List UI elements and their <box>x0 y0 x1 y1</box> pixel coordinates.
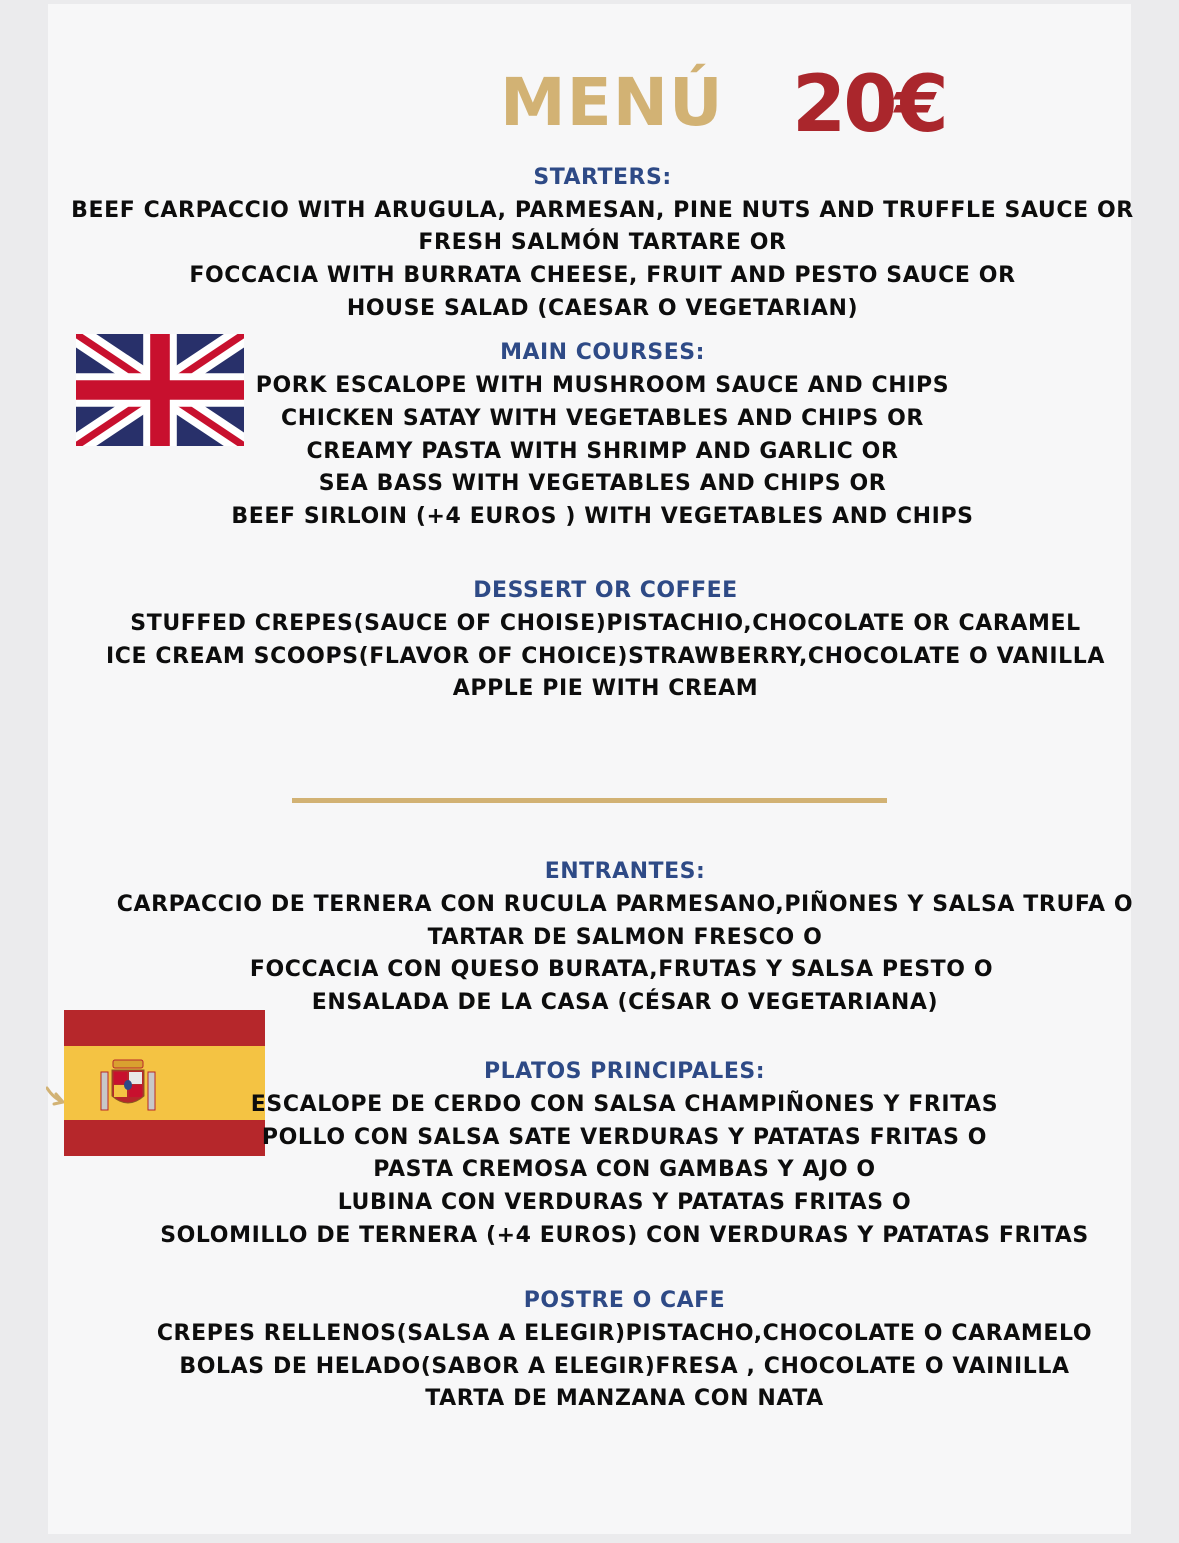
menu-title: MENÚ <box>500 64 724 141</box>
menu-price: 20€ <box>792 60 946 150</box>
postre-item: TARTA DE MANZANA CON NATA <box>425 1386 824 1411</box>
section-divider <box>292 798 887 803</box>
plato-item: PASTA CREMOSA CON GAMBAS Y AJO O <box>373 1157 876 1182</box>
starter-item: HOUSE SALAD (CAESAR O VEGETARIAN) <box>346 296 859 321</box>
starter-item: FRESH SALMÓN TARTARE OR <box>418 230 787 255</box>
entrante-item: CARPACCIO DE TERNERA CON RUCULA PARMESANO,PIÑONES Y SALSA TRUFA O <box>116 892 1134 917</box>
platos-principales-heading: PLATOS PRINCIPALES: <box>484 1059 765 1084</box>
main-course-item: CREAMY PASTA WITH SHRIMP AND GARLIC OR <box>306 439 899 464</box>
starter-item: BEEF CARPACCIO WITH ARUGULA, PARMESAN, PINE NUTS AND TRUFFLE SAUCE OR <box>71 198 1134 223</box>
plato-item: LUBINA CON VERDURAS Y PATATAS FRITAS O <box>337 1190 912 1215</box>
entrantes-heading: ENTRANTES: <box>544 859 706 884</box>
main-course-item: CHICKEN SATAY WITH VEGETABLES AND CHIPS OR <box>281 406 924 431</box>
plato-item: POLLO CON SALSA SATE VERDURAS Y PATATAS FRITAS O <box>261 1125 988 1150</box>
main-courses-heading: MAIN COURSES: <box>500 340 705 365</box>
plato-item: ESCALOPE DE CERDO CON SALSA CHAMPIÑONES Y FRITAS <box>250 1092 999 1117</box>
postre-item: BOLAS DE HELADO(SABOR A ELEGIR)FRESA , CHOCOLATE O VAINILLA <box>179 1354 1070 1379</box>
entrante-item: FOCCACIA CON QUESO BURATA,FRUTAS Y SALSA PESTO O <box>249 957 994 982</box>
dessert-item: APPLE PIE WITH CREAM <box>452 676 759 701</box>
entrante-item: ENSALADA DE LA CASA (CÉSAR O VEGETARIANA) <box>311 990 939 1015</box>
postre-heading: POSTRE O CAFE <box>523 1288 726 1313</box>
main-course-item: BEEF SIRLOIN (+4 EUROS ) WITH VEGETABLES AND CHIPS <box>231 504 974 529</box>
starters-heading: STARTERS: <box>533 165 672 190</box>
dessert-item: STUFFED CREPES(SAUCE OF CHOISE)PISTACHIO,CHOCOLATE OR CARAMEL <box>130 611 1081 636</box>
main-course-item: PORK ESCALOPE WITH MUSHROOM SAUCE AND CHIPS <box>255 373 950 398</box>
entrante-item: TARTAR DE SALMON FRESCO O <box>427 925 823 950</box>
dessert-item: ICE CREAM SCOOPS(FLAVOR OF CHOICE)STRAWBERRY,CHOCOLATE O VANILLA <box>105 644 1106 669</box>
postre-item: CREPES RELLENOS(SALSA A ELEGIR)PISTACHO,CHOCOLATE O CARAMELO <box>156 1321 1093 1346</box>
starter-item: FOCCACIA WITH BURRATA CHEESE, FRUIT AND PESTO SAUCE OR <box>189 263 1016 288</box>
dessert-heading: DESSERT OR COFFEE <box>473 578 738 603</box>
main-course-item: SEA BASS WITH VEGETABLES AND CHIPS OR <box>318 471 887 496</box>
plato-item: SOLOMILLO DE TERNERA (+4 EUROS) CON VERDURAS Y PATATAS FRITAS <box>160 1223 1089 1248</box>
